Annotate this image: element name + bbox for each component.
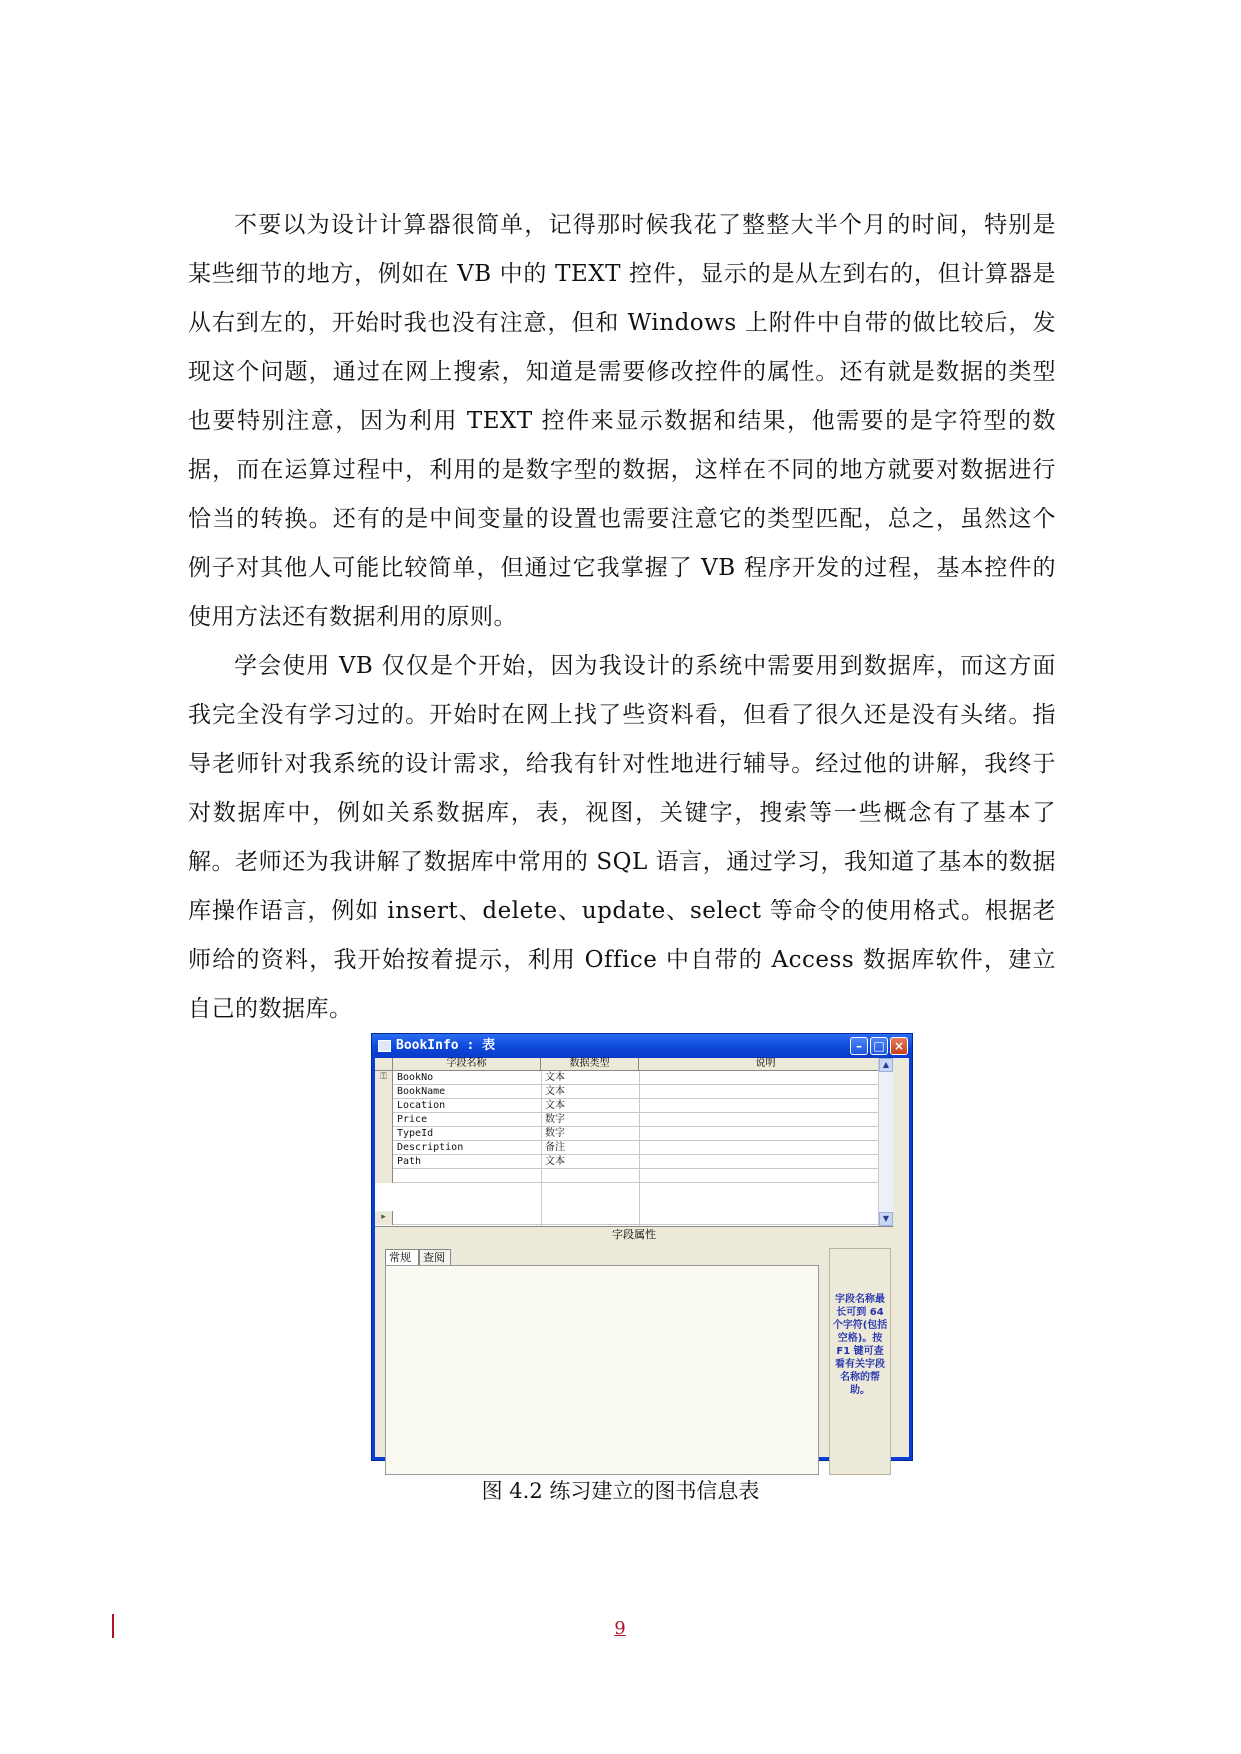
window-title: BookInfo : 表	[396, 1038, 496, 1053]
row-selector[interactable]	[375, 1155, 393, 1169]
window-titlebar[interactable]	[372, 1034, 912, 1058]
data-type-cell[interactable]: 数字	[545, 1128, 565, 1139]
help-hint-text: 字段名称最长可到 64 个字符(包括空格)。按 F1 键可查看有关字段名称的帮助。	[832, 1294, 888, 1396]
column-header-field-name[interactable]: 字段名称	[393, 1058, 541, 1071]
minimize-button[interactable]: –	[850, 1037, 868, 1055]
table-icon	[378, 1040, 391, 1052]
primary-key-icon[interactable]: ⚿	[375, 1071, 393, 1085]
field-properties-label: 字段属性	[612, 1228, 656, 1241]
field-name-cell[interactable]: TypeId	[397, 1128, 434, 1139]
new-record-icon[interactable]: ▸	[375, 1211, 393, 1225]
properties-panel[interactable]	[385, 1265, 819, 1475]
column-divider	[639, 1071, 640, 1226]
scroll-up-icon[interactable]: ▲	[879, 1058, 893, 1072]
vertical-scrollbar[interactable]	[878, 1058, 893, 1226]
field-name-cell[interactable]: Description	[397, 1142, 464, 1153]
row-selector[interactable]	[375, 1099, 393, 1113]
data-type-cell[interactable]: 数字	[545, 1114, 565, 1125]
table-row[interactable]	[375, 1211, 893, 1225]
margin-mark	[112, 1614, 114, 1638]
row-selector[interactable]	[375, 1113, 393, 1127]
table-row[interactable]	[375, 1113, 893, 1127]
data-type-cell[interactable]: 备注	[545, 1142, 565, 1153]
scroll-down-icon[interactable]: ▼	[879, 1212, 893, 1226]
page-number: 9	[614, 1618, 626, 1639]
close-button[interactable]: ×	[890, 1037, 908, 1055]
data-type-cell[interactable]: 文本	[545, 1100, 565, 1111]
row-selector[interactable]	[375, 1141, 393, 1155]
table-row[interactable]	[375, 1141, 893, 1155]
tab-general[interactable]: 常规	[385, 1249, 419, 1266]
row-selector[interactable]	[375, 1127, 393, 1141]
data-type-cell[interactable]: 文本	[545, 1072, 565, 1083]
table-row[interactable]	[375, 1085, 893, 1099]
tab-lookup[interactable]: 查阅	[419, 1249, 451, 1266]
help-hint-panel	[829, 1248, 891, 1475]
column-header-data-type[interactable]: 数据类型	[541, 1058, 639, 1071]
table-row[interactable]	[375, 1127, 893, 1141]
field-name-cell[interactable]: BookNo	[397, 1072, 434, 1083]
table-row[interactable]	[375, 1099, 893, 1113]
figure-caption: 图 4.2 练习建立的图书信息表	[481, 1479, 760, 1503]
column-divider	[541, 1071, 542, 1226]
paragraph-1: 不要以为设计计算器很简单，记得那时候我花了整整大半个月的时间，特别是某些细节的地方，例如在 VB 中的 TEXT 控件，显示的是从左到右的，但计算器是从右到左的，开始时我也没有注意，但和 Windows 上附件中自带的做比较后，发现这个问题，通过在网上搜索，知道是需要修改控件的属性。还有就是数据的类型也要特别注意，因为利用 TEXT 控件来显示数据和结果，他需要的是字符型的数据，而在运算过程中，利用的是数字型的数据，这样在不同的地方就要对数据进行恰当的转换。还有的是中间变量的设置也需要注意它的类型匹配，总之，虽然这个例子对其他人可能比较简单，但通过它我掌握了 VB 程序开发的过程，基本控件的使用方法还有数据利用的原则。	[188, 212, 1056, 630]
data-type-cell[interactable]: 文本	[545, 1156, 565, 1167]
maximize-button[interactable]: □	[870, 1037, 888, 1055]
data-type-cell[interactable]: 文本	[545, 1086, 565, 1097]
row-selector[interactable]	[375, 1169, 393, 1183]
field-name-cell[interactable]: Price	[397, 1114, 428, 1125]
field-grid	[375, 1058, 893, 1227]
field-name-cell[interactable]: BookName	[397, 1086, 446, 1097]
field-name-cell[interactable]: Location	[397, 1100, 446, 1111]
table-row[interactable]	[375, 1155, 893, 1169]
column-header-description[interactable]: 说明	[639, 1058, 893, 1071]
row-selector[interactable]	[375, 1085, 393, 1099]
table-row[interactable]	[375, 1071, 893, 1085]
window-client	[375, 1058, 909, 1457]
table-row[interactable]	[375, 1169, 893, 1183]
field-name-cell[interactable]: Path	[397, 1156, 422, 1167]
row-selector-header[interactable]	[375, 1058, 393, 1071]
paragraph-2: 学会使用 VB 仅仅是个开始，因为我设计的系统中需要用到数据库，而这方面我完全没有学习过的。开始时在网上找了些资料看，但看了很久还是没有头绪。指导老师针对我系统的设计需求，给我有针对性地进行辅导。经过他的讲解，我终于对数据库中，例如关系数据库，表，视图，关键字，搜索等一些概念有了基本了解。老师还为我讲解了数据库中常用的 SQL 语言，通过学习，我知道了基本的数据库操作语言，例如 insert、delete、update、select 等命令的使用格式。根据老师给的资料，我开始按着提示，利用 Office 中自带的 Access 数据库软件，建立自己的数据库。	[188, 653, 1056, 1022]
access-table-window	[371, 1033, 913, 1461]
